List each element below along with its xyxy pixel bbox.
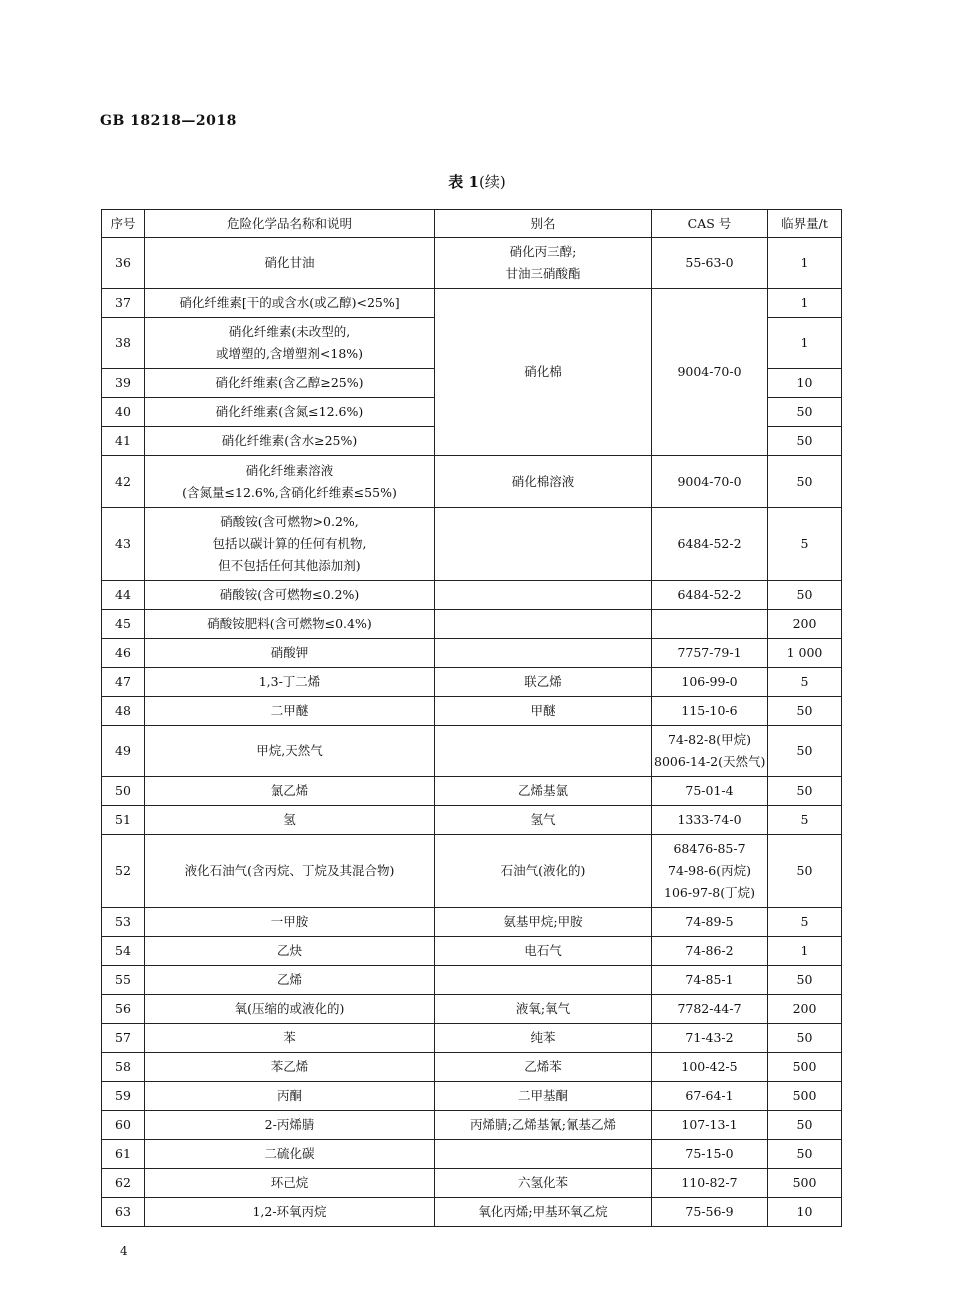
cell-qty: 5 <box>768 668 842 697</box>
standard-code: GB 18218—2018 <box>100 113 237 129</box>
cell-alias <box>435 1024 652 1053</box>
cell-qty: 50 <box>768 726 842 777</box>
name-text: 甲烷,天然气 <box>256 743 323 758</box>
cell-qty: 50 <box>768 427 842 456</box>
alias-text: 硝化棉 <box>524 364 562 379</box>
alias-text: 电石气 <box>524 943 562 958</box>
cell-no: 38 <box>102 318 145 369</box>
table-row <box>102 1024 842 1053</box>
cell-alias <box>435 1140 652 1169</box>
cas-text: 100-42-5 <box>681 1059 738 1074</box>
cell-no: 39 <box>102 369 145 398</box>
cell-no: 50 <box>102 777 145 806</box>
cell-name <box>145 777 435 806</box>
table-row <box>102 610 842 639</box>
table-row <box>102 581 842 610</box>
cell-cas <box>652 806 768 835</box>
cell-alias <box>435 1082 652 1111</box>
name-text: 硝酸钾 <box>270 645 309 660</box>
cell-qty: 50 <box>768 966 842 995</box>
cas-text: 67-64-1 <box>685 1088 734 1103</box>
cas-text: 7757-79-1 <box>677 645 742 660</box>
cell-qty: 1 <box>768 289 842 318</box>
cas-text: 74-85-1 <box>685 972 734 987</box>
name-text: 乙烯 <box>276 972 302 987</box>
cell-qty: 500 <box>768 1169 842 1198</box>
cell-cas <box>652 668 768 697</box>
cell-alias <box>435 668 652 697</box>
cell-qty: 200 <box>768 610 842 639</box>
cell-name <box>145 668 435 697</box>
cell-name <box>145 238 435 289</box>
alias-text: 丙烯腈;乙烯基氰;氰基乙烯 <box>470 1117 616 1132</box>
cell-cas <box>652 908 768 937</box>
alias-text: 乙烯基氯 <box>517 783 568 798</box>
cell-qty: 1 <box>768 238 842 289</box>
cell-no: 42 <box>102 456 145 508</box>
cell-name <box>145 427 435 456</box>
name-text: 包括以碳计算的任何有机物, <box>212 536 367 551</box>
cell-alias <box>435 777 652 806</box>
cell-alias <box>435 697 652 726</box>
cas-text: 71-43-2 <box>685 1030 734 1045</box>
cell-name <box>145 966 435 995</box>
name-text: 氢 <box>283 812 296 827</box>
table-row <box>102 508 842 581</box>
cell-name <box>145 1198 435 1227</box>
cell-alias <box>435 806 652 835</box>
column-header: 序号 <box>102 210 145 238</box>
cell-cas <box>652 238 768 289</box>
cell-cas <box>652 1024 768 1053</box>
cas-text: 110-82-7 <box>681 1175 738 1190</box>
cas-text: 55-63-0 <box>685 255 734 270</box>
cell-qty: 10 <box>768 369 842 398</box>
chemical-table <box>101 209 842 1227</box>
cell-name <box>145 908 435 937</box>
cell-name <box>145 508 435 581</box>
cell-qty: 5 <box>768 908 842 937</box>
cell-cas <box>652 1111 768 1140</box>
table-row <box>102 995 842 1024</box>
cell-alias <box>435 966 652 995</box>
cas-text: 9004-70-0 <box>677 473 742 489</box>
cas-text: 7782-44-7 <box>677 1001 742 1016</box>
cell-no: 46 <box>102 639 145 668</box>
name-text: 硝化纤维素(含水≥25%) <box>221 433 358 448</box>
cell-alias <box>435 610 652 639</box>
cell-alias <box>435 835 652 908</box>
name-text: (含氮量≤12.6%,含硝化纤维素≤55%) <box>182 484 397 500</box>
cell-qty: 1 000 <box>768 639 842 668</box>
table-row <box>102 668 842 697</box>
alias-text: 硝化棉溶液 <box>511 473 575 489</box>
table-row <box>102 806 842 835</box>
table-row <box>102 1111 842 1140</box>
cell-no: 53 <box>102 908 145 937</box>
cell-no: 45 <box>102 610 145 639</box>
cell-qty: 50 <box>768 456 842 508</box>
name-text: 液化石油气(含丙烷、丁烷及其混合物) <box>184 863 395 878</box>
cas-text: 74-98-6(丙烷) <box>668 863 751 878</box>
cell-name <box>145 610 435 639</box>
cell-name <box>145 1024 435 1053</box>
cell-no: 55 <box>102 966 145 995</box>
cell-no: 59 <box>102 1082 145 1111</box>
cell-qty: 1 <box>768 318 842 369</box>
alias-text: 纯苯 <box>530 1030 556 1045</box>
cell-cas <box>652 835 768 908</box>
name-text: 硝酸铵肥料(含可燃物≤0.4%) <box>207 616 372 631</box>
cell-cas <box>652 1140 768 1169</box>
name-text: 二甲醚 <box>270 703 309 718</box>
cas-text: 6484-52-2 <box>677 536 742 551</box>
name-text: 硝化纤维素溶液 <box>245 462 334 478</box>
cell-qty: 500 <box>768 1053 842 1082</box>
table-row <box>102 835 842 908</box>
name-text: 乙炔 <box>276 943 302 958</box>
cell-qty: 5 <box>768 508 842 581</box>
name-text: 硝化纤维素(含氮≤12.6%) <box>215 404 364 419</box>
cell-alias <box>435 508 652 581</box>
cell-qty: 50 <box>768 581 842 610</box>
cell-name <box>145 1082 435 1111</box>
table-row <box>102 1082 842 1111</box>
table-row <box>102 1140 842 1169</box>
cell-name <box>145 456 435 508</box>
cas-text: 106-97-8(丁烷) <box>664 885 755 900</box>
cas-text: 75-15-0 <box>685 1146 734 1161</box>
cell-qty: 50 <box>768 835 842 908</box>
name-text: 苯乙烯 <box>270 1059 309 1074</box>
cell-qty: 5 <box>768 806 842 835</box>
cell-qty: 50 <box>768 1024 842 1053</box>
alias-text: 甲醚 <box>530 703 556 718</box>
cell-qty: 50 <box>768 1111 842 1140</box>
alias-text: 石油气(液化的) <box>500 863 586 878</box>
table-title-suffix: (续) <box>478 173 506 191</box>
cell-cas <box>652 610 768 639</box>
cas-text: 1333-74-0 <box>677 812 742 827</box>
name-text: 硝化甘油 <box>264 255 315 270</box>
cas-text: 8006-14-2(天然气) <box>654 754 766 769</box>
cell-no: 62 <box>102 1169 145 1198</box>
cas-text: 9004-70-0 <box>677 364 742 379</box>
cell-cas <box>652 726 768 777</box>
cell-cas <box>652 581 768 610</box>
cell-qty: 50 <box>768 398 842 427</box>
cell-alias <box>435 581 652 610</box>
alias-text: 氧化丙烯;甲基环氧乙烷 <box>478 1204 608 1219</box>
cell-no: 40 <box>102 398 145 427</box>
name-text: 苯 <box>283 1030 296 1045</box>
cell-name <box>145 995 435 1024</box>
cell-no: 56 <box>102 995 145 1024</box>
cell-no: 63 <box>102 1198 145 1227</box>
cas-text: 107-13-1 <box>681 1117 738 1132</box>
cell-qty: 200 <box>768 995 842 1024</box>
cell-name <box>145 806 435 835</box>
page-number: 4 <box>120 1244 128 1258</box>
cas-text: 75-56-9 <box>685 1204 734 1219</box>
column-header: 别名 <box>435 210 652 238</box>
alias-text: 液氧;氧气 <box>515 1001 571 1016</box>
table-row <box>102 1169 842 1198</box>
cas-text: 68476-85-7 <box>673 841 746 856</box>
cell-no: 51 <box>102 806 145 835</box>
cas-text: 75-01-4 <box>685 783 734 798</box>
cell-name <box>145 937 435 966</box>
cell-alias <box>435 238 652 289</box>
table-row <box>102 456 842 508</box>
cas-text: 74-86-2 <box>685 943 734 958</box>
name-text: 硝化纤维素(含乙醇≥25%) <box>215 375 364 390</box>
cell-no: 43 <box>102 508 145 581</box>
cell-alias <box>435 908 652 937</box>
cell-name <box>145 697 435 726</box>
name-text: 氧(压缩的或液化的) <box>234 1001 345 1016</box>
cas-text: 6484-52-2 <box>677 587 742 602</box>
table-row <box>102 238 842 289</box>
cell-no: 61 <box>102 1140 145 1169</box>
table-row <box>102 639 842 668</box>
cell-cas <box>652 456 768 508</box>
cell-name <box>145 369 435 398</box>
table-row <box>102 697 842 726</box>
cell-qty: 50 <box>768 1140 842 1169</box>
cell-alias <box>435 639 652 668</box>
column-header: CAS 号 <box>652 210 768 238</box>
cas-text: 106-99-0 <box>681 674 738 689</box>
cell-no: 41 <box>102 427 145 456</box>
alias-text: 氨基甲烷;甲胺 <box>503 914 583 929</box>
cell-cas <box>652 777 768 806</box>
name-text: 一甲胺 <box>270 914 309 929</box>
name-text: 硝化纤维素[干的或含水(或乙醇)<25%] <box>179 295 400 310</box>
cell-alias <box>435 1111 652 1140</box>
cell-no: 58 <box>102 1053 145 1082</box>
cell-qty: 10 <box>768 1198 842 1227</box>
name-text: 硝酸铵(含可燃物≤0.2%) <box>219 587 360 602</box>
table-row <box>102 908 842 937</box>
table-row <box>102 1198 842 1227</box>
cell-name <box>145 398 435 427</box>
cell-no: 49 <box>102 726 145 777</box>
name-text: 环己烷 <box>270 1175 309 1190</box>
cell-alias <box>435 456 652 508</box>
cell-alias <box>435 937 652 966</box>
cell-cas <box>652 289 768 456</box>
cell-no: 36 <box>102 238 145 289</box>
table-row <box>102 966 842 995</box>
name-text: 或增塑的,含增塑剂<18%) <box>215 346 364 361</box>
cell-name <box>145 1111 435 1140</box>
cell-name <box>145 1169 435 1198</box>
cell-qty: 50 <box>768 697 842 726</box>
alias-text: 甘油三硝酸酯 <box>505 266 581 281</box>
cas-text: 74-89-5 <box>685 914 734 929</box>
cell-no: 60 <box>102 1111 145 1140</box>
name-text: 1,3-丁二烯 <box>258 674 321 689</box>
cell-name <box>145 318 435 369</box>
cell-cas <box>652 697 768 726</box>
table-row <box>102 937 842 966</box>
name-text: 硝酸铵(含可燃物>0.2%, <box>220 514 359 529</box>
cell-cas <box>652 1082 768 1111</box>
cell-cas <box>652 639 768 668</box>
cell-name <box>145 581 435 610</box>
table-title-prefix: 表 1 <box>448 173 479 191</box>
table-body <box>102 238 842 1227</box>
cell-qty: 1 <box>768 937 842 966</box>
name-text: 2-丙烯腈 <box>264 1117 315 1132</box>
cell-cas <box>652 995 768 1024</box>
cell-cas <box>652 508 768 581</box>
cell-cas <box>652 1169 768 1198</box>
cell-name <box>145 1140 435 1169</box>
table-row <box>102 777 842 806</box>
alias-text: 氢气 <box>530 812 556 827</box>
name-text: 丙酮 <box>276 1088 302 1103</box>
cell-no: 57 <box>102 1024 145 1053</box>
cell-name <box>145 639 435 668</box>
table-row <box>102 289 842 318</box>
name-text: 硝化纤维素(未改型的, <box>228 324 351 339</box>
cell-alias <box>435 1169 652 1198</box>
cell-alias <box>435 726 652 777</box>
table-title <box>0 171 954 192</box>
cell-no: 48 <box>102 697 145 726</box>
alias-text: 联乙烯 <box>524 674 562 689</box>
cell-cas <box>652 1198 768 1227</box>
cell-cas <box>652 1053 768 1082</box>
cell-qty: 500 <box>768 1082 842 1111</box>
cell-no: 52 <box>102 835 145 908</box>
cell-no: 54 <box>102 937 145 966</box>
cell-cas <box>652 937 768 966</box>
cell-name <box>145 1053 435 1082</box>
name-text: 二硫化碳 <box>264 1146 315 1161</box>
table-row <box>102 726 842 777</box>
alias-text: 二甲基酮 <box>517 1088 568 1103</box>
cell-no: 44 <box>102 581 145 610</box>
alias-text: 六氢化苯 <box>517 1175 568 1190</box>
cell-no: 37 <box>102 289 145 318</box>
cell-name <box>145 726 435 777</box>
cell-qty: 50 <box>768 777 842 806</box>
cell-alias <box>435 1198 652 1227</box>
alias-text: 硝化丙三醇; <box>509 244 577 259</box>
name-text: 但不包括任何其他添加剂) <box>218 558 361 573</box>
cell-alias <box>435 1053 652 1082</box>
cell-name <box>145 835 435 908</box>
alias-text: 乙烯苯 <box>524 1059 562 1074</box>
cell-name <box>145 289 435 318</box>
name-text: 氯乙烯 <box>270 783 309 798</box>
column-header: 危险化学品名称和说明 <box>145 210 435 238</box>
table-header-row <box>102 210 842 238</box>
column-header: 临界量/t <box>768 210 842 238</box>
cell-cas <box>652 966 768 995</box>
cell-alias <box>435 995 652 1024</box>
cas-text: 115-10-6 <box>681 703 738 718</box>
name-text: 1,2-环氧丙烷 <box>252 1204 327 1219</box>
cell-no: 47 <box>102 668 145 697</box>
table-row <box>102 1053 842 1082</box>
cell-alias <box>435 289 652 456</box>
cas-text: 74-82-8(甲烷) <box>668 732 751 747</box>
